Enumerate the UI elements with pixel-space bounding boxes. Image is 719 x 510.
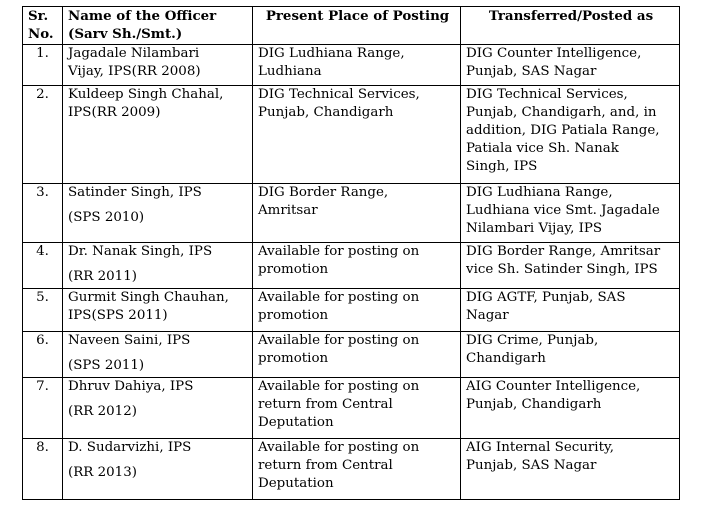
cell-sr: 2. [23, 86, 63, 184]
cell-transferred-as: DIG Ludhiana Range, Ludhiana vice Smt. Jagadale Nilambari Vijay, IPS [461, 184, 680, 243]
cell-transferred-as: DIG Technical Services, Punjab, Chandigarh, and, in addition, DIG Patiala Range, Patiala vice Sh. Nanak Singh, IPS [461, 86, 680, 184]
officer-name-line2: (RR 2011) [68, 269, 137, 284]
cell-sr: 4. [23, 243, 63, 289]
officer-name-line2: (SPS 2010) [68, 210, 145, 225]
header-sr-no: Sr. No. [23, 7, 63, 45]
cell-officer-name [63, 439, 253, 500]
cell-present-posting: Available for posting on promotion [253, 289, 461, 332]
cell-officer-name [63, 332, 253, 378]
table-row [23, 45, 680, 86]
officer-name-line2: Vijay, IPS(RR 2008) [68, 64, 201, 79]
transfer-table [22, 6, 680, 500]
cell-transferred-as: DIG Counter Intelligence, Punjab, SAS Nagar [461, 45, 680, 86]
table-row [23, 439, 680, 500]
cell-transferred-as: DIG Crime, Punjab, Chandigarh [461, 332, 680, 378]
officer-name-line1: Satinder Singh, IPS [68, 185, 202, 200]
officer-name-line2: (RR 2012) [68, 404, 137, 419]
cell-present-posting: DIG Technical Services, Punjab, Chandigarh [253, 86, 461, 184]
header-transferred-as: Transferred/Posted as [461, 7, 680, 45]
cell-sr: 7. [23, 378, 63, 439]
cell-transferred-as: AIG Internal Security, Punjab, SAS Nagar [461, 439, 680, 500]
cell-sr: 8. [23, 439, 63, 500]
table-row [23, 289, 680, 332]
officer-name-line1: Naveen Saini, IPS [68, 333, 191, 348]
cell-officer-name [63, 289, 253, 332]
table-row [23, 86, 680, 184]
table-row [23, 184, 680, 243]
header-officer-name: Name of the Officer (Sarv Sh./Smt.) [63, 7, 253, 45]
officer-name-line1: D. Sudarvizhi, IPS [68, 440, 192, 455]
cell-present-posting: Available for posting on return from Central Deputation [253, 439, 461, 500]
cell-transferred-as: AIG Counter Intelligence, Punjab, Chandigarh [461, 378, 680, 439]
cell-transferred-as: DIG Border Range, Amritsar vice Sh. Satinder Singh, IPS [461, 243, 680, 289]
cell-sr: 5. [23, 289, 63, 332]
table-header-row [23, 7, 680, 45]
officer-name-line1: Gurmit Singh Chauhan, [68, 290, 229, 305]
cell-present-posting: Available for posting on return from Central Deputation [253, 378, 461, 439]
table-row [23, 243, 680, 289]
cell-present-posting: DIG Ludhiana Range, Ludhiana [253, 45, 461, 86]
cell-sr: 1. [23, 45, 63, 86]
cell-present-posting: Available for posting on promotion [253, 243, 461, 289]
cell-sr: 6. [23, 332, 63, 378]
cell-officer-name [63, 378, 253, 439]
cell-officer-name [63, 243, 253, 289]
officer-name-line1: Dhruv Dahiya, IPS [68, 379, 194, 394]
cell-sr: 3. [23, 184, 63, 243]
cell-officer-name [63, 86, 253, 184]
table-row [23, 332, 680, 378]
cell-transferred-as: DIG AGTF, Punjab, SAS Nagar [461, 289, 680, 332]
cell-officer-name [63, 184, 253, 243]
officer-name-line2: IPS(RR 2009) [68, 105, 161, 120]
officer-name-line2: (SPS 2011) [68, 358, 145, 373]
officer-name-line1: Kuldeep Singh Chahal, [68, 87, 224, 102]
cell-present-posting: DIG Border Range, Amritsar [253, 184, 461, 243]
table-row [23, 378, 680, 439]
cell-officer-name [63, 45, 253, 86]
officer-name-line1: Jagadale Nilambari [68, 46, 200, 61]
cell-present-posting: Available for posting on promotion [253, 332, 461, 378]
officer-name-line2: IPS(SPS 2011) [68, 308, 168, 323]
header-present-posting: Present Place of Posting [253, 7, 461, 45]
officer-name-line2: (RR 2013) [68, 465, 137, 480]
officer-name-line1: Dr. Nanak Singh, IPS [68, 244, 213, 259]
